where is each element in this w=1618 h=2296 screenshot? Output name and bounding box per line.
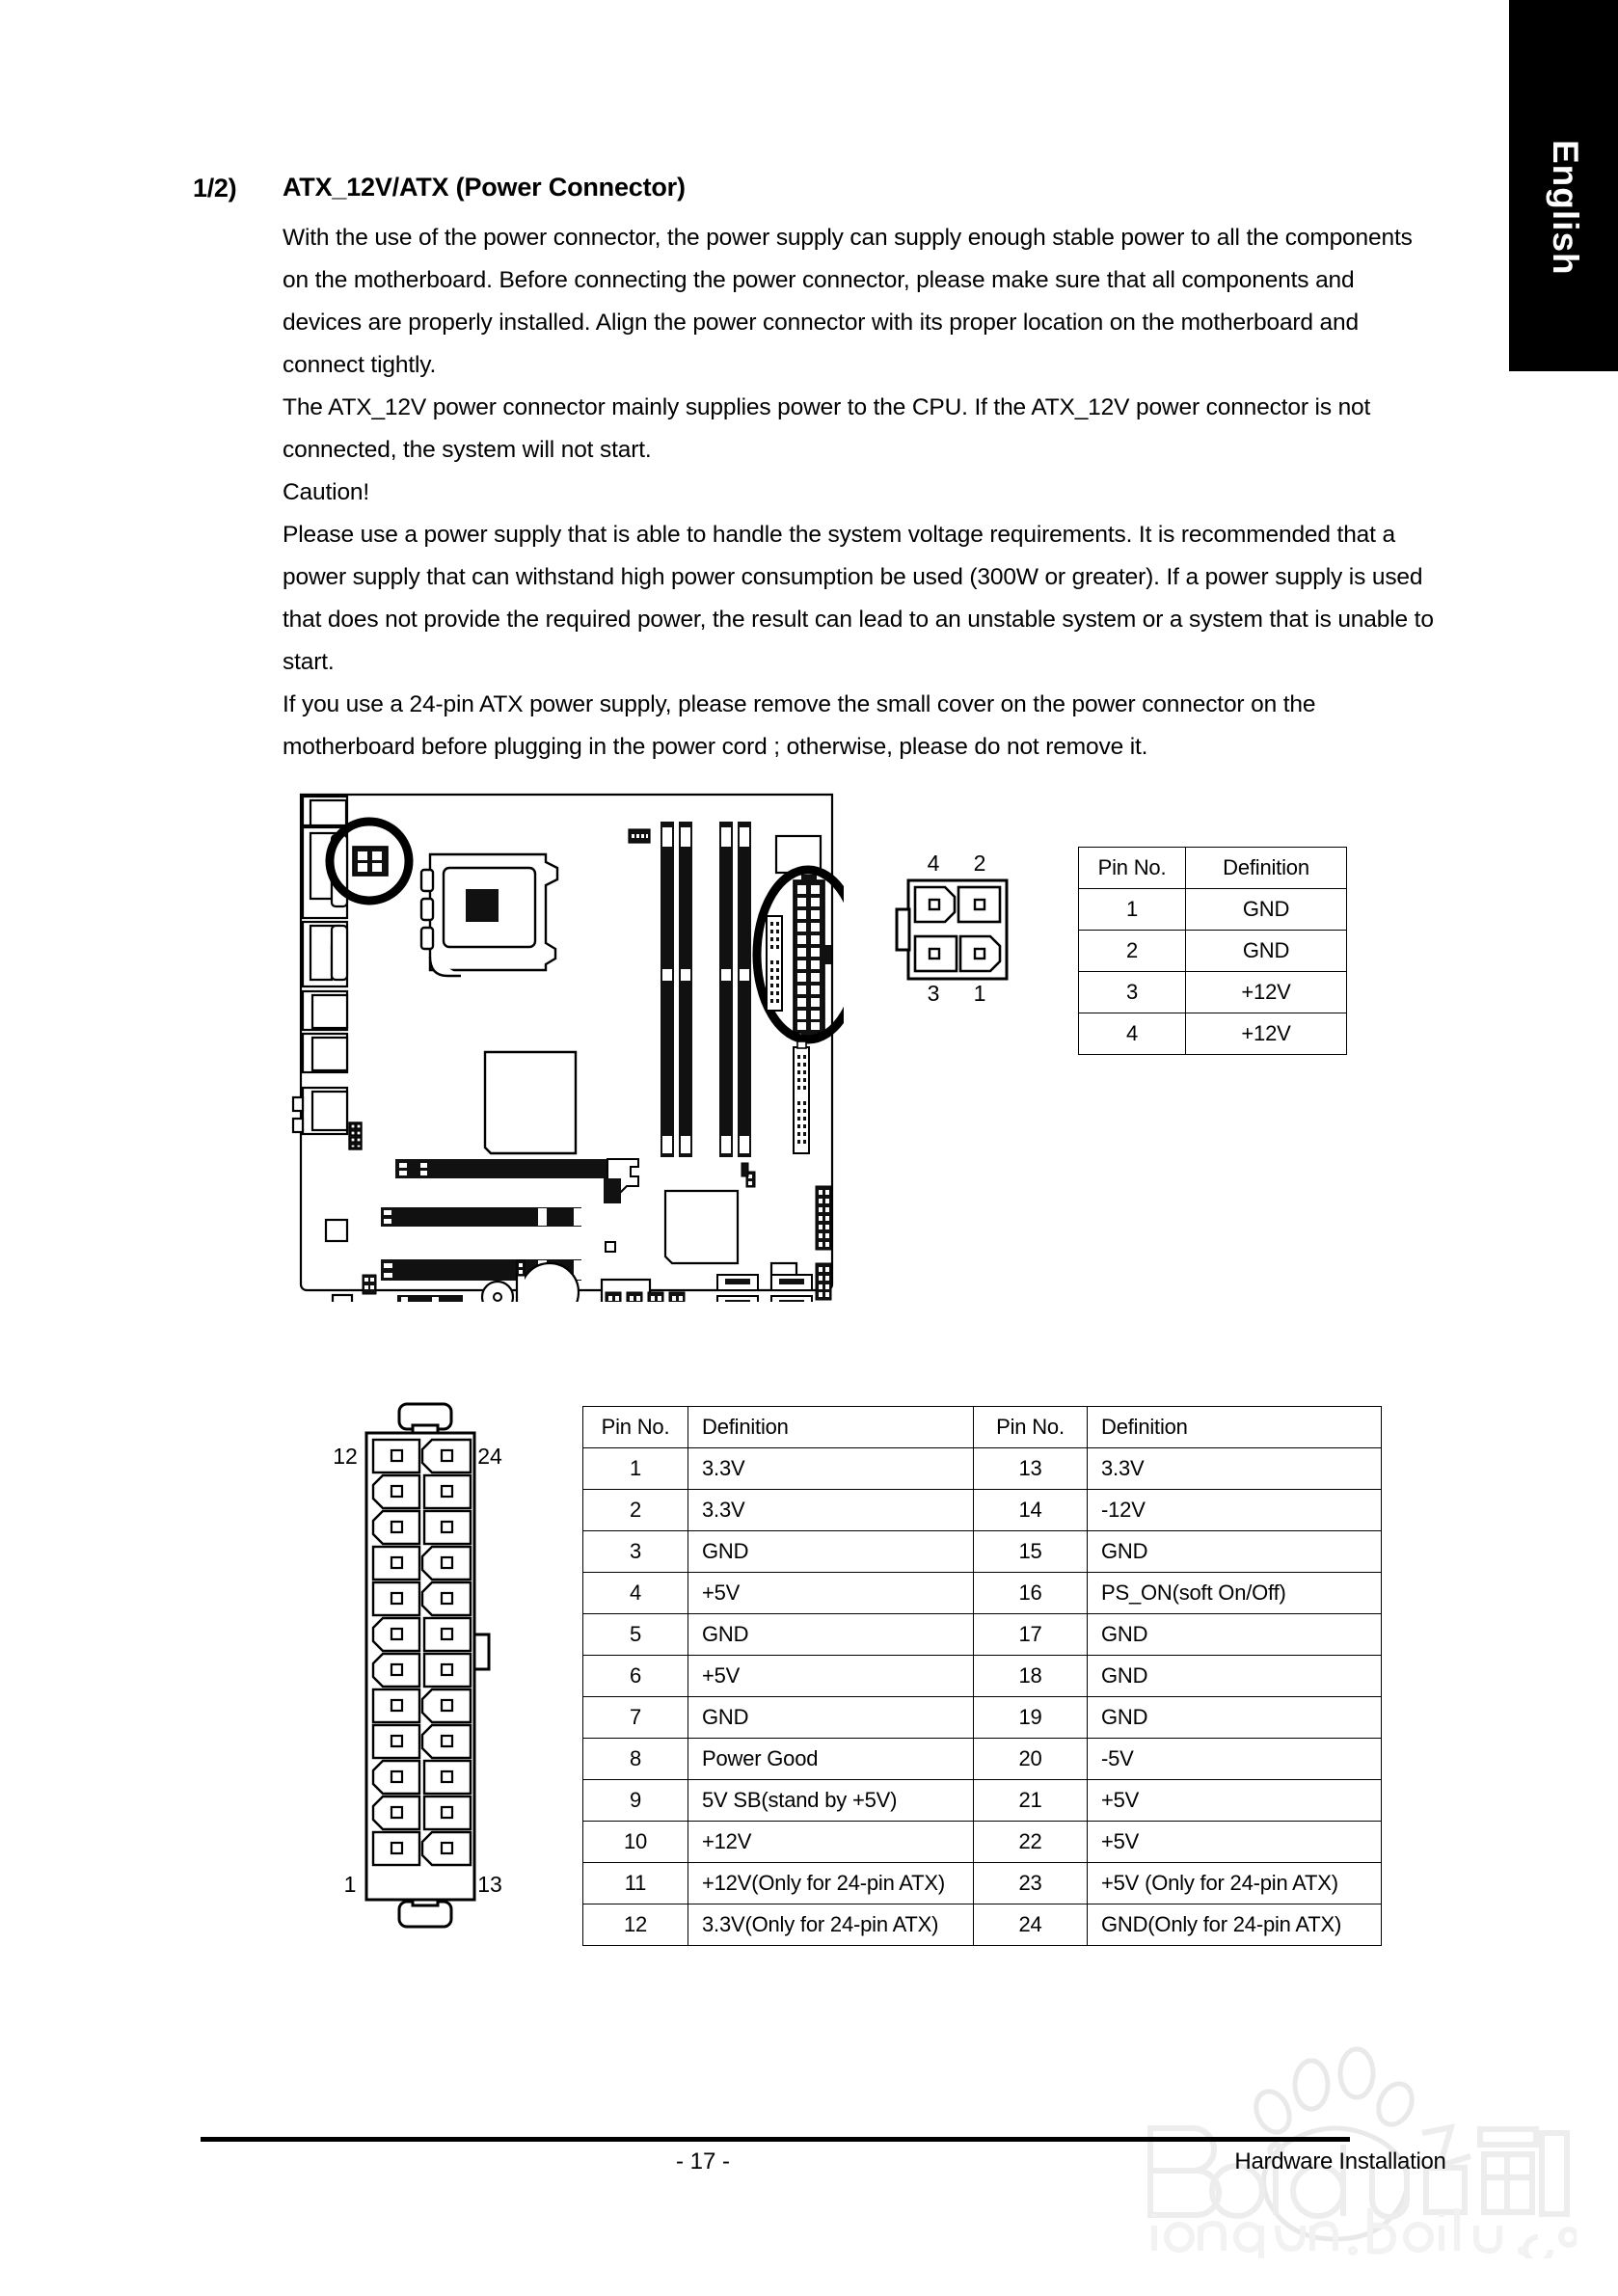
cell-pin-left: 8: [583, 1739, 688, 1780]
table-row: [583, 1697, 1382, 1739]
cell-pin-left: 6: [583, 1656, 688, 1697]
table-row: [583, 1739, 1382, 1780]
paragraph-3-caution: Caution!: [283, 479, 370, 505]
language-side-tab-label: English: [1546, 140, 1585, 276]
atx24-pin-label-12: 12: [333, 1444, 358, 1469]
atx12v-header-on-board: [353, 847, 388, 876]
footer-rule: [201, 2137, 1350, 2142]
table-header-row: [583, 1407, 1382, 1448]
cell-definition-left: 5V SB(stand by +5V): [688, 1780, 974, 1822]
cell-definition-left: GND: [688, 1531, 974, 1573]
cell-definition-left: GND: [688, 1697, 974, 1739]
footer-section-label: Hardware Installation: [1234, 2148, 1446, 2174]
atx24-connector-diagram: [318, 1369, 559, 1958]
table-row: [583, 1614, 1382, 1656]
cell-pin-right: 21: [974, 1780, 1088, 1822]
atx12v-pin-table: [1078, 847, 1347, 1055]
table-row: [583, 1780, 1382, 1822]
atx24-pin-label-24: 24: [477, 1444, 502, 1469]
cell-definition-left: GND: [688, 1614, 974, 1656]
cell-definition: +12V: [1186, 1013, 1347, 1055]
cell-pin-left: 5: [583, 1614, 688, 1656]
cell-pin-right: 18: [974, 1656, 1088, 1697]
table-row: [1079, 931, 1347, 972]
cell-definition-left: 3.3V(Only for 24-pin ATX): [688, 1904, 974, 1946]
cell-definition-left: +5V: [688, 1573, 974, 1614]
cell-pin-right: 14: [974, 1490, 1088, 1531]
cell-pin-right: 23: [974, 1863, 1088, 1904]
table-row: [1079, 972, 1347, 1013]
cell-pin: 4: [1079, 1013, 1186, 1055]
cell-pin-left: 1: [583, 1448, 688, 1490]
cell-definition-left: +12V(Only for 24-pin ATX): [688, 1863, 974, 1904]
cell-pin-left: 3: [583, 1531, 688, 1573]
atx24-pin-label-1: 1: [343, 1872, 357, 1897]
atx12v-pin-label-1: 1: [973, 981, 986, 1006]
col-header-pin-no-right: Pin No.: [974, 1407, 1088, 1448]
cell-pin-left: 11: [583, 1863, 688, 1904]
body-text: [283, 217, 1435, 769]
cell-pin-left: 4: [583, 1573, 688, 1614]
atx12v-pin-label-4: 4: [927, 851, 940, 876]
cell-pin-right: 15: [974, 1531, 1088, 1573]
table-row: [583, 1822, 1382, 1863]
col-header-pin-no-left: Pin No.: [583, 1407, 688, 1448]
cell-pin: 1: [1079, 889, 1186, 931]
cell-definition-right: +5V: [1088, 1822, 1382, 1863]
table-header-row: [1079, 848, 1347, 889]
cell-definition-left: +5V: [688, 1656, 974, 1697]
table-row: [583, 1490, 1382, 1531]
cell-definition-left: Power Good: [688, 1739, 974, 1780]
cell-pin-right: 17: [974, 1614, 1088, 1656]
atx24-header-on-board: [794, 875, 831, 1039]
paragraph-2: The ATX_12V power connector mainly supplies power to the CPU. If the ATX_12V power connector is not connected, the system will not start.: [283, 394, 1371, 463]
cell-pin-right: 24: [974, 1904, 1088, 1946]
cell-definition-right: +5V (Only for 24-pin ATX): [1088, 1863, 1382, 1904]
cell-pin-left: 12: [583, 1904, 688, 1946]
cell-definition-right: -12V: [1088, 1490, 1382, 1531]
col-header-definition-right: Definition: [1088, 1407, 1382, 1448]
cell-definition-right: -5V: [1088, 1739, 1382, 1780]
table-row: [583, 1531, 1382, 1573]
cell-definition-right: GND: [1088, 1614, 1382, 1656]
cell-definition-right: GND: [1088, 1531, 1382, 1573]
atx12v-pin-label-2: 2: [973, 851, 986, 876]
cell-pin-right: 13: [974, 1448, 1088, 1490]
cell-definition: GND: [1186, 889, 1347, 931]
col-header-definition-left: Definition: [688, 1407, 974, 1448]
paragraph-5: If you use a 24-pin ATX power supply, please remove the small cover on the power connector on the motherboard before plugging in the power cord ; otherwise, please do not remove it.: [283, 691, 1316, 760]
col-header-definition: Definition: [1186, 848, 1347, 889]
cell-pin-right: 19: [974, 1697, 1088, 1739]
language-side-tab: [1509, 0, 1618, 371]
atx12v-connector-diagram: [887, 844, 1061, 1017]
col-header-pin-no: Pin No.: [1079, 848, 1186, 889]
table-row: [583, 1656, 1382, 1697]
baidu-watermark: [1133, 2037, 1577, 2258]
cell-pin-right: 16: [974, 1573, 1088, 1614]
paragraph-1: With the use of the power connector, the power supply can supply enough stable power to all the components on the motherboard. Before connecting the power connector, please make sure that all components and devices are properly installed. Align the power connector with its proper location on the motherboard and connect tightly.: [283, 225, 1413, 378]
cell-definition: +12V: [1186, 972, 1347, 1013]
cell-definition-right: +5V: [1088, 1780, 1382, 1822]
cell-definition-right: GND: [1088, 1656, 1382, 1697]
cell-definition-left: 3.3V: [688, 1448, 974, 1490]
paragraph-4: Please use a power supply that is able to handle the system voltage requirements. It is recommended that a power supply that can withstand high power consumption be used (300W or greater). If a power supply is used that does not provide the required power, the result can lead to an unstable system or a system that is unable to start.: [283, 522, 1434, 675]
cell-definition-right: GND: [1088, 1697, 1382, 1739]
atx24-pin-label-13: 13: [477, 1872, 502, 1897]
motherboard-diagram: [289, 781, 844, 1302]
atx12v-pin-label-3: 3: [927, 981, 940, 1006]
table-row: [583, 1573, 1382, 1614]
table-row: [583, 1863, 1382, 1904]
cell-pin-right: 22: [974, 1822, 1088, 1863]
cell-pin-left: 10: [583, 1822, 688, 1863]
cell-pin-left: 9: [583, 1780, 688, 1822]
table-row: [583, 1448, 1382, 1490]
cell-pin-right: 20: [974, 1739, 1088, 1780]
cell-pin: 3: [1079, 972, 1186, 1013]
table-row: [1079, 889, 1347, 931]
section-number: 1/2): [193, 174, 237, 203]
table-row: [583, 1904, 1382, 1946]
page-title: ATX_12V/ATX (Power Connector): [283, 173, 686, 202]
cell-pin: 2: [1079, 931, 1186, 972]
page-number-text: - 17 -: [675, 2148, 730, 2174]
table-row: [1079, 1013, 1347, 1055]
cell-definition-right: GND(Only for 24-pin ATX): [1088, 1904, 1382, 1946]
atx-pin-table: [582, 1406, 1382, 1946]
cell-pin-left: 2: [583, 1490, 688, 1531]
cell-pin-left: 7: [583, 1697, 688, 1739]
cell-definition-right: PS_ON(soft On/Off): [1088, 1573, 1382, 1614]
cell-definition-left: +12V: [688, 1822, 974, 1863]
cell-definition-right: 3.3V: [1088, 1448, 1382, 1490]
cell-definition: GND: [1186, 931, 1347, 972]
cell-definition-left: 3.3V: [688, 1490, 974, 1531]
